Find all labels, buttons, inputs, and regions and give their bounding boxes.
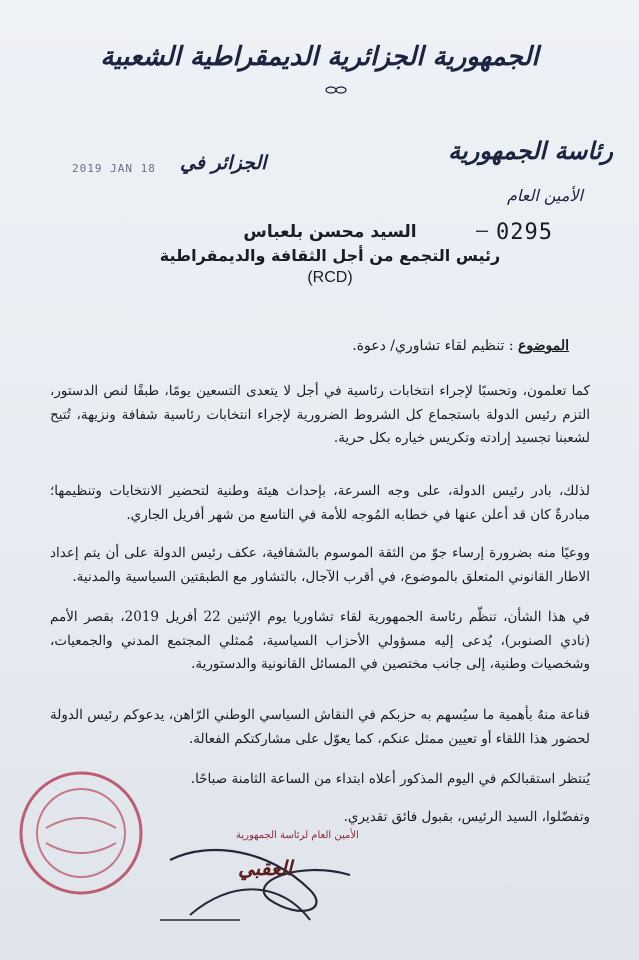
- ornament-icon: [325, 86, 347, 94]
- official-seal-icon: [16, 768, 146, 898]
- body-paragraph-1: كما تعلمون، وتحسبًا لإجراء انتخابات رئاسية في أجل لا يتعدى التسعين يومًا، طبقًا لنص الدستور، التزم رئيس الدولة باستجماع كل الشروط الضرورية لإجراء انتخابات رئاسية شفافة ونزيهة، تُتيح لشعبنا تجسيد إرادته وتكريس خياره بكل حرية.: [50, 383, 590, 447]
- reference-dash: —: [476, 218, 489, 242]
- signatory-name: العقبي: [238, 856, 293, 880]
- recipient-abbreviation: (RCD): [307, 269, 353, 286]
- subject-label: الموضوع: [518, 338, 569, 354]
- presidency-heading: رئاسة الجمهورية: [448, 136, 613, 165]
- body-paragraph-4: في هذا الشأن، تنظّم رئاسة الجمهورية لقاء تشاوريا يوم الإثنين 22 أفريل 2019، بقصر الأمم (نادي الصنوبر)، يُدعى إليه مسؤولي الأحزاب السياسية، مُمثلي المجتمع المدني والجمعيات، وشخصيات وطنية، إلى جانب مختصين في المسائل القانونية والدستورية.: [50, 609, 590, 673]
- republic-letterhead: الجمهورية الجزائرية الديمقراطية الشعبية: [100, 42, 539, 72]
- body-paragraph-2: لذلك، بادر رئيس الدولة، على وجه السرعة، بإحداث هيئة وطنية لتحضير الانتخابات وتنظيمها؛ مبادرةٌ كان قد أعلن عنها في خطابه المُوجه للأمة في التاسع من شهر أفريل الجاري.: [50, 483, 590, 523]
- recipient-name: السيد محسن بلعباس: [243, 222, 417, 242]
- recipient-role: رئيس التجمع من أجل الثقافة والديمقراطية: [159, 246, 501, 265]
- reference-number: 0295: [496, 220, 553, 245]
- body-paragraph-7: وتفضّلوا، السيد الرئيس، بقبول فائق تقديري.: [343, 809, 590, 825]
- secretary-general-heading: الأمين العام: [506, 186, 583, 205]
- body-paragraph-3: ووعيًا منه بضرورة إرساء جوّ من الثقة الموسوم بالشفافية، عكف رئيس الدولة على أن يتم إعداد الاطار القانوني المتعلق بالموضوع، في أقرب الآجال، بالتشاور مع الطبقتين السياسية والمدنية.: [50, 545, 590, 585]
- date-stamp: 2019 JAN 18: [72, 162, 156, 175]
- body-paragraph-5: قناعة منهُ بأهمية ما سيُسهم به حزبكم في النقاش السياسي الوطني الرّاهن، يدعوكم رئيس الدولة لحضور هذا اللقاء أو تعيين ممثل عنكم، كما يعوّل على مشاركتكم الفعالة.: [50, 707, 590, 747]
- subject-text: : تنظيم لقاء تشاوري/ دعوة.: [352, 338, 514, 354]
- body-paragraph-6: يُنتظر استقبالكم في اليوم المذكور أعلاه ابتداء من الساعة الثامنة صباحًا.: [190, 771, 590, 787]
- place-label: الجزائر في: [180, 152, 267, 174]
- subject-line: [352, 338, 569, 354]
- recipient-block: [120, 222, 540, 287]
- signatory-title: الأمين العام لرئاسة الجمهورية: [236, 830, 359, 841]
